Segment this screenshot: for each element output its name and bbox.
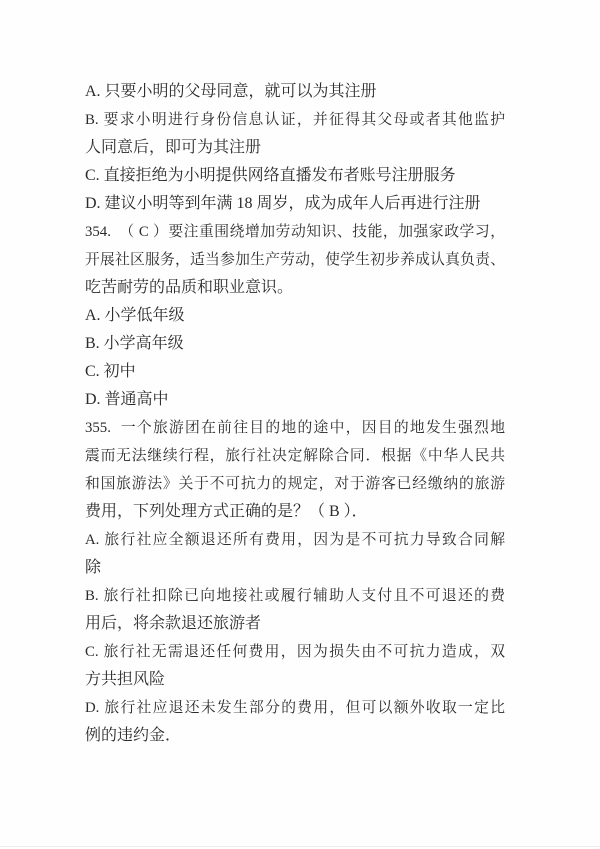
text-line: 震而无法继续行程，旅行社决定解除合同．根据《中华人民共 bbox=[85, 448, 505, 464]
text-line: D. 旅行社应退还未发生部分的费用，但可以额外收取一定比 bbox=[85, 700, 505, 716]
text-line: 354. （ C ）要注重围绕增加劳动知识、技能，加强家政学习， bbox=[85, 224, 505, 240]
page-bottom-edge-line bbox=[0, 846, 600, 847]
text-line: 除 bbox=[85, 559, 102, 576]
text-line: B. 小学高年级 bbox=[85, 335, 184, 352]
text-line: C. 初中 bbox=[85, 363, 136, 380]
text-line: 355. 一个旅游团在前往目的地的途中，因目的地发生强烈地 bbox=[85, 420, 505, 436]
text-line: A. 只要小明的父母同意，就可以为其注册 bbox=[85, 83, 377, 100]
text-line: 开展社区服务，适当参加生产劳动，使学生初步养成认真负责、 bbox=[85, 252, 505, 268]
text-line: 例的违约金． bbox=[85, 727, 182, 744]
text-line: B. 旅行社扣除已向地接社或履行辅助人支付且不可退还的费 bbox=[85, 588, 505, 604]
text-line: B. 要求小明进行身份信息认证，并征得其父母或者其他监护 bbox=[85, 112, 505, 128]
text-line: 用后，将余款退还旅游者 bbox=[85, 615, 262, 632]
question-text-block bbox=[85, 78, 505, 750]
text-line: A. 旅行社应全额退还所有费用，因为是不可抗力导致合同解 bbox=[85, 532, 505, 548]
text-line: D. 建议小明等到年满 18 周岁，成为成年人后再进行注册 bbox=[85, 195, 481, 212]
text-line: A. 小学低年级 bbox=[85, 307, 185, 324]
text-line: D. 普通高中 bbox=[85, 391, 169, 408]
text-line: 人同意后，即可为其注册 bbox=[85, 139, 262, 156]
text-line: 吃苦耐劳的品质和职业意识。 bbox=[85, 279, 294, 296]
text-line: C. 直接拒绝为小明提供网络直播发布者账号注册服务 bbox=[85, 167, 456, 184]
text-line: C. 旅行社无需退还任何费用，因为损失由不可抗力造成，双 bbox=[85, 644, 505, 660]
text-line: 方共担风险 bbox=[85, 671, 166, 688]
text-line: 费用，下列处理方式正确的是？（ B ）． bbox=[85, 503, 368, 520]
text-line: 和国旅游法》关于不可抗力的规定，对于游客已经缴纳的旅游 bbox=[85, 476, 505, 492]
